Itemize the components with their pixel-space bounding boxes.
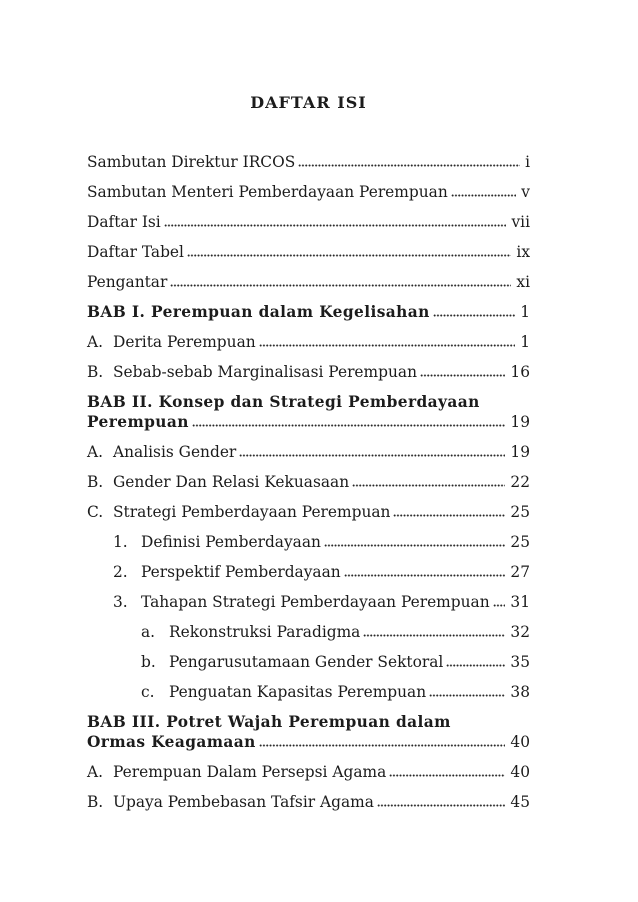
- dot-leader: [298, 164, 520, 167]
- toc-page-number: vii: [511, 213, 530, 231]
- dot-leader: [352, 484, 505, 487]
- toc-entry-subsubsection: [87, 617, 530, 647]
- toc-entry-marker: A.: [87, 443, 104, 461]
- toc-entry-front: [87, 147, 530, 177]
- toc-page-number: i: [525, 153, 530, 171]
- toc-page-number: 16: [510, 363, 530, 381]
- toc-entry-label: Perempuan: [87, 413, 189, 431]
- toc-page-number: ix: [516, 243, 530, 261]
- dot-leader: [259, 344, 516, 347]
- dot-leader: [377, 804, 505, 807]
- dot-leader: [493, 604, 506, 607]
- toc-page-number: 35: [510, 653, 530, 671]
- toc-entry-chapter: [87, 387, 530, 437]
- toc-entry-label: Sambutan Menteri Pemberdayaan Perempuan: [87, 183, 448, 201]
- toc-entry-front: [87, 267, 530, 297]
- toc-entry-label: Penguatan Kapasitas Perempuan: [169, 683, 427, 701]
- toc-page-number: 1: [520, 303, 530, 321]
- dot-leader: [363, 634, 505, 637]
- toc-entry-subsection: [87, 527, 530, 557]
- toc-entry-label: BAB I. Perempuan dalam Kegelisahan: [87, 303, 430, 321]
- toc-entry-section: [87, 467, 530, 497]
- table-of-contents: [87, 147, 530, 817]
- toc-entry-label: Gender Dan Relasi Kekuasaan: [113, 473, 350, 491]
- toc-entry-marker: B.: [87, 363, 104, 381]
- toc-entry-label: Analisis Gender: [113, 443, 237, 461]
- toc-page-number: 38: [510, 683, 530, 701]
- chapter-title-line: BAB II. Konsep dan Strategi Pemberdayaan: [87, 393, 480, 411]
- dot-leader: [170, 284, 511, 287]
- toc-entry-marker: 2.: [113, 563, 128, 581]
- toc-entry-marker: C.: [87, 503, 104, 521]
- toc-entry-marker: b.: [141, 653, 156, 671]
- toc-page-number: 25: [510, 503, 530, 521]
- toc-entry-label: Pengarusutamaan Gender Sektoral: [169, 653, 444, 671]
- dot-leader: [164, 224, 507, 227]
- toc-page-number: 19: [510, 443, 530, 461]
- dot-leader: [344, 574, 506, 577]
- chapter-title-last-line: [87, 412, 530, 432]
- chapter-title-line: BAB III. Potret Wajah Perempuan dalam: [87, 713, 451, 731]
- toc-page-number: 27: [510, 563, 530, 581]
- dot-leader: [429, 694, 505, 697]
- toc-page-number: xi: [516, 273, 530, 291]
- toc-entry-marker: a.: [141, 623, 156, 641]
- toc-page-number: 40: [510, 763, 530, 781]
- toc-entry-label: Ormas Keagamaan: [87, 733, 256, 751]
- toc-entry-label: Pengantar: [87, 273, 168, 291]
- toc-entry-label: Strategi Pemberdayaan Perempuan: [113, 503, 391, 521]
- toc-entry-label: Rekonstruksi Paradigma: [169, 623, 361, 641]
- toc-entry-section: [87, 757, 530, 787]
- toc-entry-front: [87, 207, 530, 237]
- chapter-title-last-line: [87, 732, 530, 752]
- toc-page-number: 40: [510, 733, 530, 751]
- toc-entry-label: Perempuan Dalam Persepsi Agama: [113, 763, 387, 781]
- toc-entry-marker: A.: [87, 333, 104, 351]
- toc-entry-section: [87, 497, 530, 527]
- toc-entry-section: [87, 357, 530, 387]
- toc-entry-label: Sambutan Direktur IRCOS: [87, 153, 296, 171]
- page-title: DAFTAR ISI: [250, 93, 367, 112]
- toc-entry-label: Derita Perempuan: [113, 333, 256, 351]
- toc-entry-front: [87, 177, 530, 207]
- dot-leader: [446, 664, 505, 667]
- toc-entry-label: Perspektif Pemberdayaan: [141, 563, 341, 581]
- toc-entry-marker: A.: [87, 763, 104, 781]
- toc-page-number: 25: [510, 533, 530, 551]
- toc-entry-section: [87, 437, 530, 467]
- toc-page-number: 1: [520, 333, 530, 351]
- toc-entry-chapter: [87, 707, 530, 757]
- toc-page-number: v: [521, 183, 530, 201]
- toc-page-number: 19: [510, 413, 530, 431]
- toc-entry-subsection: [87, 557, 530, 587]
- dot-leader: [389, 774, 505, 777]
- toc-entry-subsubsection: [87, 677, 530, 707]
- toc-page-number: 22: [510, 473, 530, 491]
- toc-entry-label: Daftar Isi: [87, 213, 161, 231]
- toc-entry-label: Tahapan Strategi Pemberdayaan Perempuan: [141, 593, 490, 611]
- toc-page-number: 45: [510, 793, 530, 811]
- toc-page-number: 31: [510, 593, 530, 611]
- toc-entry-subsubsection: [87, 647, 530, 677]
- dot-leader: [187, 254, 511, 257]
- toc-entry-marker: B.: [87, 473, 104, 491]
- toc-entry-marker: 3.: [113, 593, 128, 611]
- toc-entry-chapter: [87, 297, 530, 327]
- toc-entry-label: Definisi Pemberdayaan: [141, 533, 321, 551]
- toc-entry-section: [87, 327, 530, 357]
- dot-leader: [451, 194, 517, 197]
- toc-entry-marker: B.: [87, 793, 104, 811]
- toc-entry-label: Sebab-sebab Marginalisasi Perempuan: [113, 363, 417, 381]
- toc-entry-label: Upaya Pembebasan Tafsir Agama: [113, 793, 374, 811]
- toc-page-number: 32: [510, 623, 530, 641]
- dot-leader: [433, 314, 516, 317]
- dot-leader: [420, 374, 505, 377]
- toc-entry-label: Daftar Tabel: [87, 243, 184, 261]
- dot-leader: [192, 424, 506, 427]
- dot-leader: [393, 514, 505, 517]
- toc-entry-subsection: [87, 587, 530, 617]
- dot-leader: [259, 744, 506, 747]
- toc-entry-marker: 1.: [113, 533, 128, 551]
- toc-entry-front: [87, 237, 530, 267]
- dot-leader: [324, 544, 505, 547]
- toc-entry-section: [87, 787, 530, 817]
- dot-leader: [239, 454, 505, 457]
- toc-entry-marker: c.: [141, 683, 155, 701]
